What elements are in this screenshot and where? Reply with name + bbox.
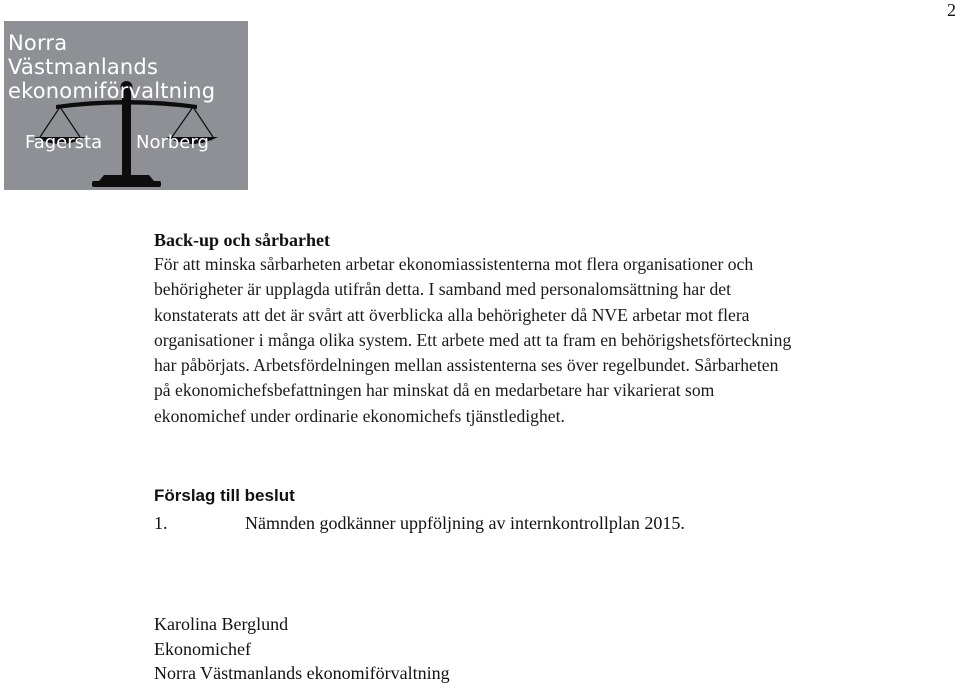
logo-town-left: Fagersta [25,132,103,153]
paragraph-line: organisationer i många olika system. Ett arbete med att ta fram en behörigshetsförteckning [154,329,792,350]
logo-text-line: Norra [8,31,68,55]
paragraph-line: För att minska sårbarheten arbetar ekonomiassistenterna mot flera organisationer och [154,254,754,274]
page-number: 2 [947,0,956,20]
logo-text-line: Västmanlands [8,55,159,79]
proposal-item-number: 1. [154,513,168,533]
paragraph-line: på ekonomichefsbefattningen har minskat då en medarbetare har vikarierat som [154,380,715,401]
proposal-item [154,511,685,535]
paragraph-line: ekonomichef under ordinarie ekonomichefs tjänstledighet. [154,405,565,426]
logo-town-right: Norberg [136,132,209,153]
section-proposal [154,484,685,535]
section-heading: Back-up och sårbarhet [154,230,331,250]
signature-organization: Norra Västmanlands ekonomiförvaltning [154,663,450,683]
logo-text-line: ekonomiförvaltning [8,79,216,103]
paragraph-line: har påbörjats. Arbetsfördelningen mellan assistenterna ses över regelbundet. Sårbarheten [154,355,779,376]
paragraph-line: behörigheter är upplagda utifrån detta. I samband med personalomsättning har det [154,279,731,300]
organization-logo [4,21,248,190]
signature-title: Ekonomichef [154,638,251,659]
signature-block [154,612,450,686]
signature-name: Karolina Berglund [154,614,289,634]
section-backup [154,228,959,429]
proposal-heading: Förslag till beslut [154,486,295,505]
proposal-item-text: Nämnden godkänner uppföljning av internkontrollplan 2015. [245,513,685,533]
paragraph-line: konstaterats att det är svårt att överblicka alla behörigheter då NVE arbetar mot flera [154,304,750,325]
section-paragraph [154,252,959,429]
